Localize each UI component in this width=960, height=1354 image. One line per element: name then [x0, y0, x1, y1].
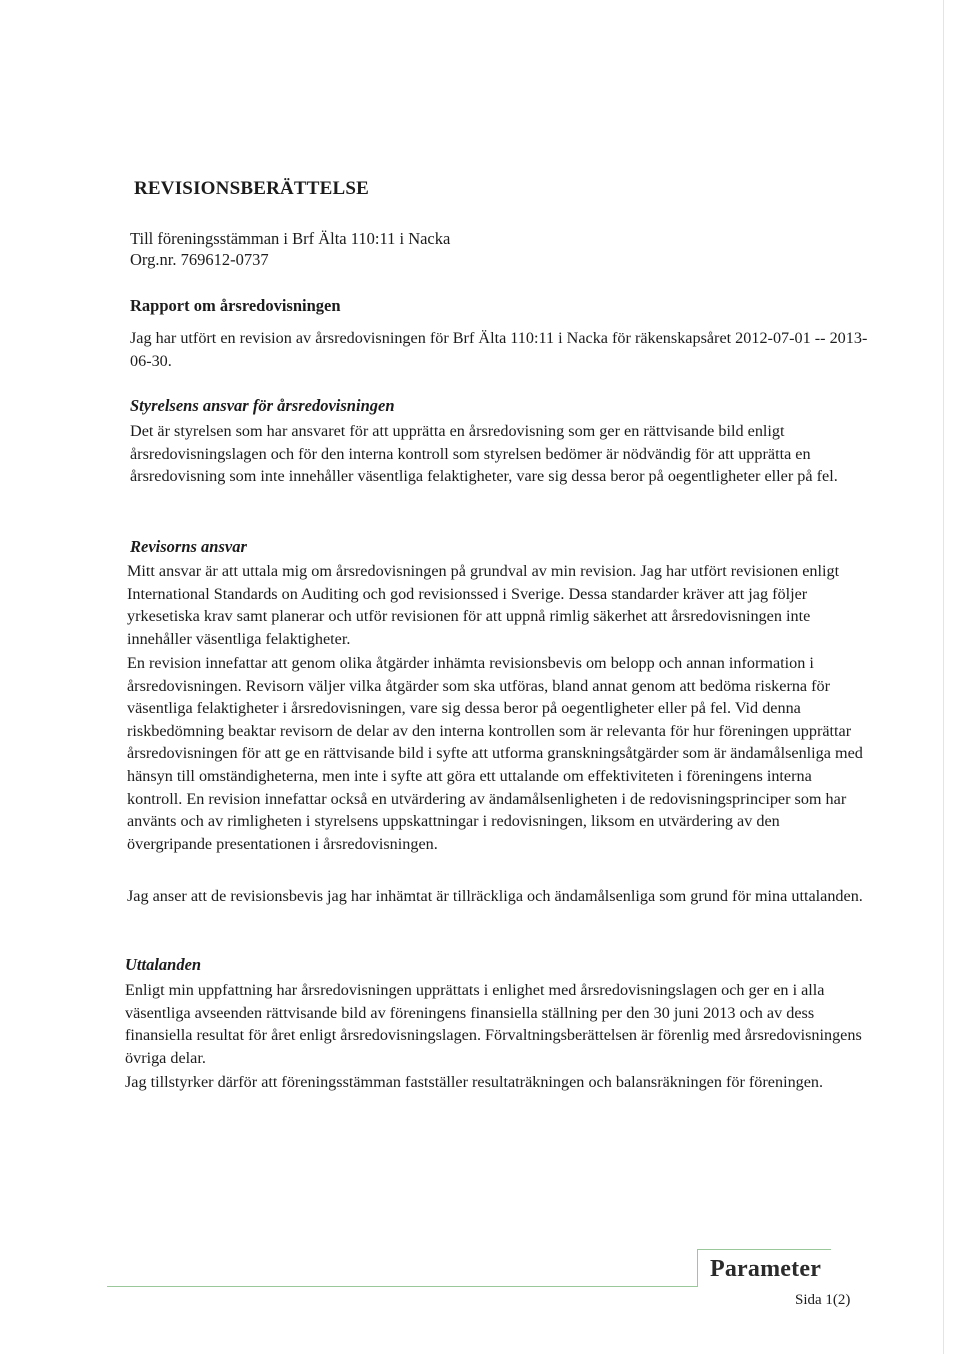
- heading-report: Rapport om årsredovisningen: [130, 296, 341, 315]
- page-edge: [943, 0, 944, 1354]
- recipient-line: Till föreningsstämman i Brf Älta 110:11 i Nacka: [130, 229, 451, 248]
- heading-opinions: Uttalanden: [125, 955, 202, 974]
- paragraph-auditor-1: Mitt ansvar är att uttala mig om årsredovisningen på grundval av min revision. Jag har utfört revisionen enligt International Standards on Auditing och god revisionssed i Sverige. Dessa standarder kräver att jag följer yrkesetiska krav samt planerar och utför revisionen för att uppnå rimlig säkerhet att årsredovisningen inte innehåller väsentliga felaktigheter.: [127, 562, 840, 648]
- paragraph-auditor-3: Jag anser att de revisionsbevis jag har inhämtat är tillräckliga och ändamålsenliga som grund för mina uttalanden.: [127, 887, 863, 905]
- paragraph-opinions-1: Enligt min uppfattning har årsredovisningen upprättats i enlighet med årsredovisningslagen och ger en i alla väsentliga avseenden rättvisande bild av föreningens finansiella ställning per den 30 juni 2013 och av dess finansiella resultat för året enligt årsredovisningslagen. Förvaltningsberättelsen är förenlig med årsredovisningens övriga delar.: [125, 981, 862, 1067]
- org-number: Org.nr. 769612-0737: [130, 250, 269, 269]
- parameter-logo: [697, 1249, 831, 1287]
- paragraph-board-responsibility: Det är styrelsen som har ansvaret för att upprätta en årsredovisning som ger en rättvisande bild enligt årsredovisningslagen och för den interna kontroll som styrelsen bedömer är nödvändig för att upprätta en årsredovisning som inte innehåller väsentliga felaktigheter, vare sig dessa beror på oegentligheter eller på fel.: [130, 422, 838, 485]
- logo-text: Parameter: [710, 1256, 822, 1282]
- paragraph-report: Jag har utfört en revision av årsredovisningen för Brf Älta 110:11 i Nacka för räkenskapsåret 2012-07-01 -- 2013-06-30.: [130, 329, 868, 370]
- paragraph-auditor-2: En revision innefattar att genom olika åtgärder inhämta revisionsbevis om belopp och annan information i årsredovisningen. Revisorn väljer vilka åtgärder som ska utföras, bland annat genom att bedöma riskerna för väsentliga felaktigheter i årsredovisningen, vare sig dessa beror på oegentligheter eller på fel. Vid denna riskbedömning beaktar revisorn de delar av den interna kontrollen som är relevanta för hur föreningen upprättar årsredovisningen för att ge en rättvisande bild i syfte att utforma granskningsåtgärder som är ändamålsenliga med hänsyn till omständigheterna, men inte i syfte att göra ett uttalande om effektiviteten i föreningens interna kontroll. En revision innefattar också en utvärdering av ändamålsenligheten i de redovisningsprinciper som har använts och av rimligheten i styrelsens uppskattningar i redovisningen, liksom en utvärdering av den övergripande presentationen i årsredovisningen.: [127, 654, 863, 853]
- paragraph-opinions-2: Jag tillstyrker därför att föreningsstämman fastställer resultaträkningen och balansräkningen för föreningen.: [125, 1073, 824, 1091]
- heading-board-responsibility: Styrelsens ansvar för årsredovisningen: [130, 396, 395, 415]
- heading-auditor-responsibility: Revisorns ansvar: [130, 537, 247, 556]
- recipient-block: [130, 228, 880, 270]
- document-title: REVISIONSBERÄTTELSE: [134, 178, 370, 199]
- footer-divider: [107, 1286, 697, 1287]
- page-number: Sida 1(2): [795, 1292, 851, 1308]
